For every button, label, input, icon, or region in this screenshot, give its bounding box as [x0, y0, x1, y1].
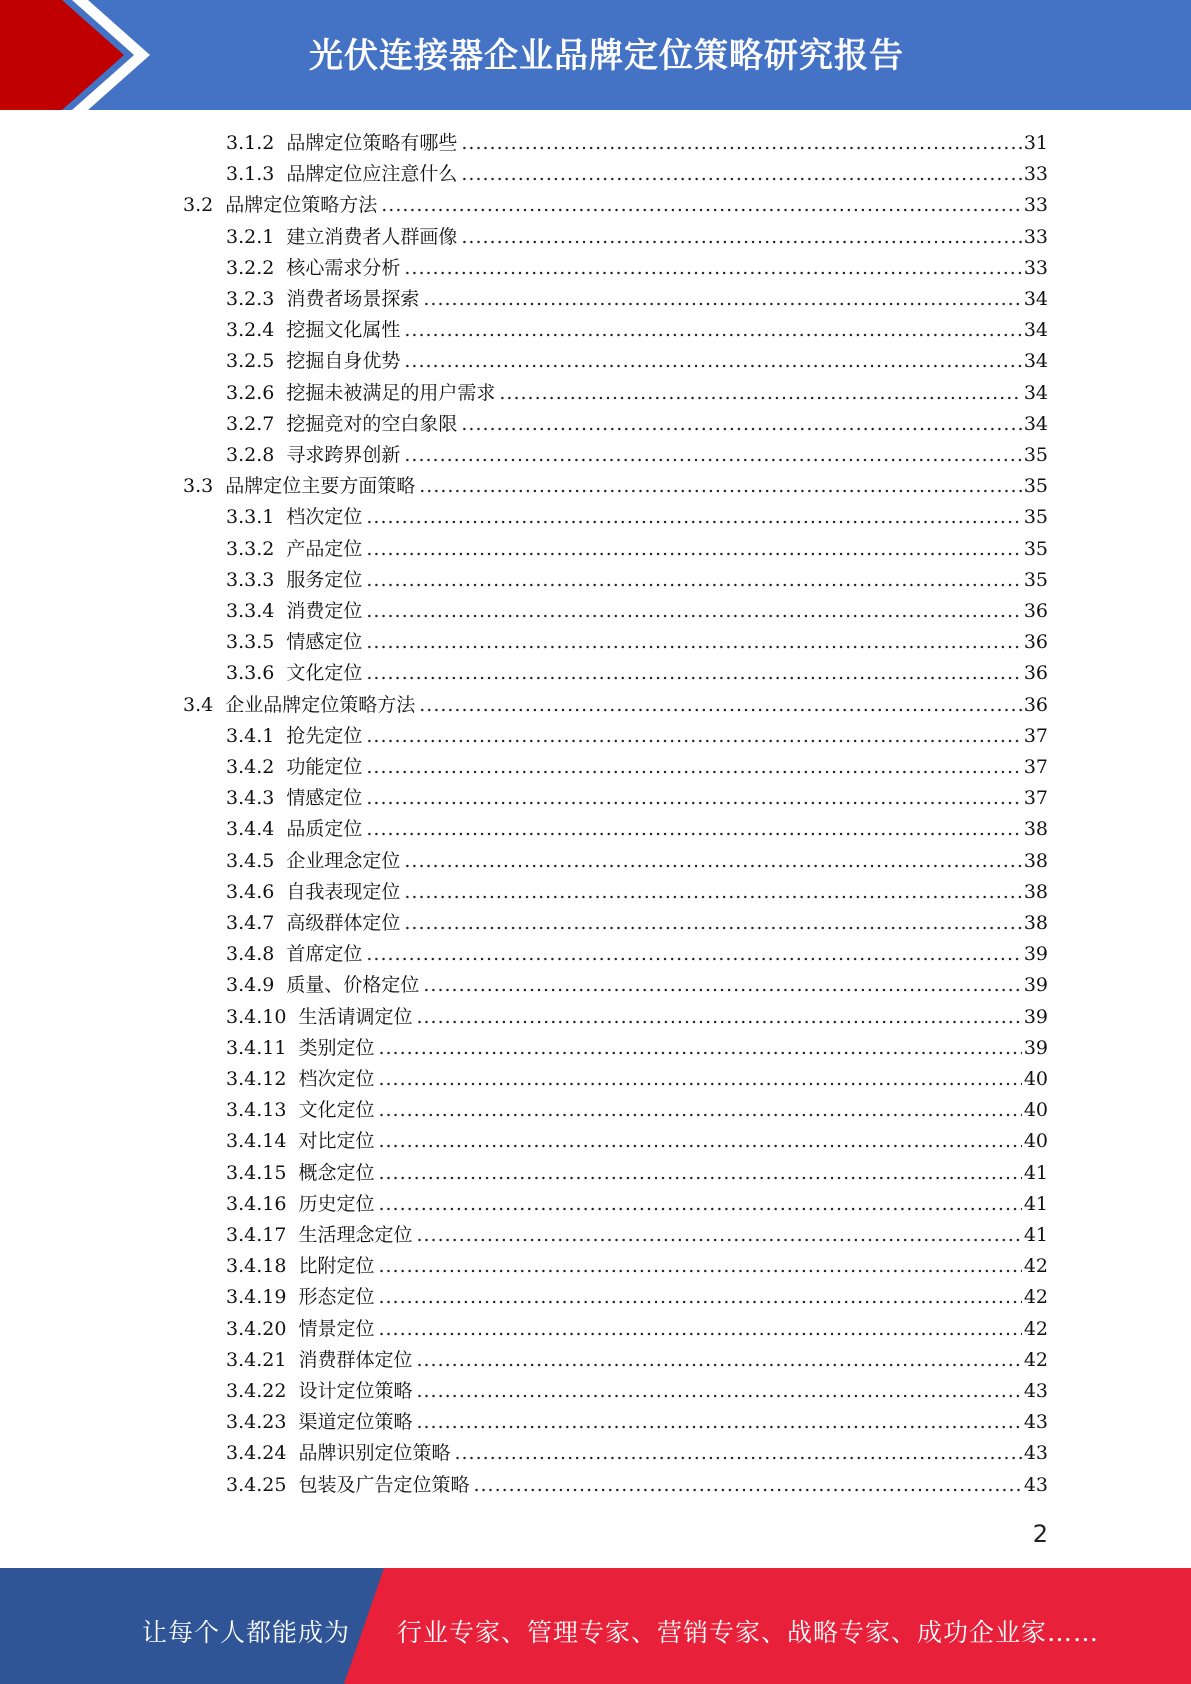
toc-entry-label: 文化定位: [298, 1099, 375, 1122]
toc-entry-label: 挖掘未被满足的用户需求: [286, 381, 496, 404]
toc-entry-number: 3.4.15: [226, 1161, 287, 1184]
toc-entry-page: 33: [1023, 225, 1048, 248]
toc-entry-label: 包装及广告定位策略: [298, 1473, 470, 1496]
toc-entry[interactable]: [226, 440, 1048, 471]
toc-entry[interactable]: [226, 315, 1048, 346]
toc-entry-number: 3.4.9: [226, 974, 275, 997]
toc-entry-label: 品牌识别定位策略: [298, 1442, 451, 1465]
toc-entry-number: 3.4: [183, 693, 214, 716]
toc-entry-page: 36: [1023, 631, 1048, 654]
toc-entry-number: 3.4.20: [226, 1317, 287, 1340]
toc-dot-leader: [378, 1251, 1021, 1282]
toc-dot-leader: [378, 1314, 1021, 1345]
toc-entry[interactable]: [183, 190, 1048, 221]
toc-dot-leader: [404, 253, 1021, 284]
toc-dot-leader: [419, 471, 1022, 502]
toc-entry[interactable]: [226, 814, 1048, 845]
toc-entry[interactable]: [226, 409, 1048, 440]
toc-entry-page: 42: [1023, 1255, 1048, 1278]
toc-dot-leader: [381, 190, 1022, 221]
toc-entry-page: 34: [1023, 381, 1048, 404]
toc-entry-label: 历史定位: [298, 1192, 375, 1215]
page-number: 2: [1032, 1520, 1048, 1548]
toc-entry-label: 高级群体定位: [286, 912, 401, 934]
toc-entry-page: 41: [1023, 1224, 1048, 1246]
toc-dot-leader: [378, 1158, 1021, 1189]
toc-entry[interactable]: [226, 534, 1048, 565]
toc-entry-number: 3.3.4: [226, 600, 275, 622]
toc-entry-label: 消费群体定位: [298, 1348, 413, 1371]
toc-dot-leader: [404, 315, 1021, 346]
toc-entry-label: 品牌定位主要方面策略: [225, 475, 416, 498]
toc-entry-page: 39: [1023, 974, 1048, 997]
toc-entry[interactable]: [226, 627, 1048, 658]
toc-entry-number: 3.4.24: [226, 1442, 287, 1465]
toc-entry-page: 39: [1023, 1036, 1048, 1059]
toc-entry-page: 43: [1023, 1473, 1048, 1496]
toc-entry[interactable]: [226, 1470, 1048, 1501]
toc-entry-page: 38: [1023, 880, 1048, 903]
toc-entry-label: 类别定位: [298, 1036, 375, 1059]
toc-entry[interactable]: [226, 222, 1048, 253]
toc-entry-label: 生活理念定位: [298, 1224, 413, 1246]
toc-entry-label: 情景定位: [298, 1317, 375, 1340]
toc-entry-label: 档次定位: [298, 1068, 375, 1090]
toc-dot-leader: [378, 1033, 1021, 1064]
toc-entry-number: 3.4.12: [226, 1068, 287, 1090]
toc-entry-label: 品牌定位应注意什么: [286, 163, 458, 186]
toc-entry[interactable]: [226, 1064, 1048, 1095]
toc-entry-number: 3.4.13: [226, 1099, 287, 1122]
toc-entry[interactable]: [226, 284, 1048, 315]
document-title: 光伏连接器企业品牌定位策略研究报告: [309, 36, 904, 76]
toc-entry-label: 挖掘文化属性: [286, 319, 401, 342]
toc-entry[interactable]: [226, 1158, 1048, 1189]
toc-entry-page: 35: [1023, 568, 1048, 591]
toc-entry-page: 42: [1023, 1286, 1048, 1309]
toc-dot-leader: [404, 908, 1021, 939]
toc-entry[interactable]: [226, 970, 1048, 1001]
toc-entry-number: 3.2: [183, 194, 214, 217]
toc-dot-leader: [366, 752, 1021, 783]
toc-entry[interactable]: [226, 1407, 1048, 1438]
toc-dot-leader: [461, 222, 1021, 253]
toc-dot-leader: [461, 159, 1021, 190]
toc-dot-leader: [366, 939, 1021, 970]
toc-dot-leader: [378, 1064, 1021, 1095]
toc-entry-label: 情感定位: [286, 787, 363, 810]
toc-entry[interactable]: [226, 1282, 1048, 1313]
toc-entry-label: 服务定位: [286, 568, 363, 591]
toc-dot-leader: [378, 1126, 1021, 1157]
toc-entry-number: 3.4.25: [226, 1473, 287, 1496]
toc-entry-label: 挖掘竞对的空白象限: [286, 412, 458, 435]
toc-entry-page: 37: [1023, 787, 1048, 810]
toc-entry-page: 34: [1023, 319, 1048, 342]
toc-dot-leader: [366, 658, 1021, 689]
toc-entry-page: 43: [1023, 1380, 1048, 1402]
toc-entry-page: 34: [1023, 412, 1048, 435]
toc-entry[interactable]: [226, 846, 1048, 877]
toc-entry[interactable]: [226, 1376, 1048, 1407]
toc-entry-label: 品质定位: [286, 818, 363, 841]
toc-entry[interactable]: [226, 1438, 1048, 1469]
toc-entry-page: 37: [1023, 724, 1048, 747]
toc-entry-page: 41: [1023, 1161, 1048, 1184]
toc-entry-page: 38: [1023, 849, 1048, 872]
toc-entry-label: 产品定位: [286, 537, 363, 560]
toc-entry[interactable]: [226, 877, 1048, 908]
toc-entry-number: 3.4.18: [226, 1255, 287, 1278]
toc-dot-leader: [366, 534, 1021, 565]
toc-entry-number: 3.3.2: [226, 537, 275, 560]
toc-entry-number: 3.3.6: [226, 662, 275, 685]
toc-entry-number: 3.4.21: [226, 1348, 287, 1371]
toc-entry-page: 39: [1023, 943, 1048, 966]
toc-entry[interactable]: [226, 1220, 1048, 1251]
toc-dot-leader: [423, 970, 1021, 1001]
toc-entry-label: 对比定位: [298, 1130, 375, 1153]
toc-entry[interactable]: [226, 1345, 1048, 1376]
toc-entry-number: 3.1.2: [226, 132, 275, 154]
toc-entry-number: 3.3: [183, 475, 214, 498]
toc-entry-label: 档次定位: [286, 506, 363, 529]
toc-entry[interactable]: [183, 690, 1048, 721]
toc-entry-label: 企业品牌定位策略方法: [225, 693, 416, 716]
toc-entry[interactable]: [226, 1033, 1048, 1064]
toc-entry-number: 3.4.16: [226, 1192, 287, 1215]
toc-dot-leader: [366, 814, 1021, 845]
toc-entry-page: 33: [1023, 163, 1048, 186]
toc-dot-leader: [404, 877, 1021, 908]
toc-entry-number: 3.4.11: [226, 1036, 287, 1059]
toc-entry-page: 43: [1023, 1442, 1048, 1465]
toc-dot-leader: [378, 1095, 1021, 1126]
toc-entry[interactable]: [226, 721, 1048, 752]
toc-entry[interactable]: [226, 502, 1048, 533]
toc-entry-number: 3.4.5: [226, 849, 275, 872]
toc-entry-number: 3.4.4: [226, 818, 275, 841]
toc-entry-page: 40: [1023, 1068, 1048, 1090]
toc-entry-number: 3.4.6: [226, 880, 275, 903]
toc-entry-label: 情感定位: [286, 631, 363, 654]
toc-entry-page: 40: [1023, 1099, 1048, 1122]
toc-entry-label: 功能定位: [286, 756, 363, 778]
toc-dot-leader: [366, 721, 1021, 752]
toc-entry-page: 31: [1023, 132, 1048, 154]
toc-entry-label: 消费者场景探索: [286, 288, 420, 310]
toc-dot-leader: [499, 378, 1021, 409]
toc-entry-label: 比附定位: [298, 1255, 375, 1278]
toc-entry-label: 抢先定位: [286, 724, 363, 747]
toc-entry-label: 消费定位: [286, 600, 363, 622]
toc-entry[interactable]: [226, 1251, 1048, 1282]
toc-entry-page: 36: [1023, 662, 1048, 685]
toc-dot-leader: [473, 1470, 1021, 1501]
toc-entry-number: 3.2.6: [226, 381, 275, 404]
toc-dot-leader: [416, 1407, 1021, 1438]
toc-entry-page: 36: [1023, 693, 1048, 716]
toc-entry-page: 43: [1023, 1411, 1048, 1434]
toc-entry[interactable]: [226, 1189, 1048, 1220]
toc-entry[interactable]: [226, 1095, 1048, 1126]
toc-entry-page: 42: [1023, 1317, 1048, 1340]
toc-entry-page: 40: [1023, 1130, 1048, 1153]
toc-dot-leader: [419, 690, 1022, 721]
toc-dot-leader: [454, 1438, 1021, 1469]
toc-dot-leader: [404, 846, 1021, 877]
toc-entry[interactable]: [226, 658, 1048, 689]
toc-entry[interactable]: [226, 908, 1048, 939]
toc-dot-leader: [423, 284, 1021, 315]
toc-entry-number: 3.4.2: [226, 756, 275, 778]
toc-dot-leader: [416, 1345, 1021, 1376]
toc-entry-label: 寻求跨界创新: [286, 444, 401, 466]
toc-entry-number: 3.4.7: [226, 912, 275, 934]
toc-entry-label: 形态定位: [298, 1286, 375, 1309]
toc-entry-number: 3.2.2: [226, 256, 275, 279]
toc-entry-label: 企业理念定位: [286, 849, 401, 872]
toc-entry[interactable]: [226, 783, 1048, 814]
toc-entry-number: 3.2.4: [226, 319, 275, 342]
toc-entry-number: 3.4.17: [226, 1224, 287, 1246]
footer-slogan-left: 让每个人都能成为: [142, 1618, 351, 1647]
toc-entry-label: 首席定位: [286, 943, 363, 966]
toc-entry-page: 35: [1023, 537, 1048, 560]
toc-entry-number: 3.3.5: [226, 631, 275, 654]
toc-entry-number: 3.1.3: [226, 163, 275, 186]
toc-entry[interactable]: [226, 1314, 1048, 1345]
toc-entry-label: 概念定位: [298, 1161, 375, 1184]
toc-entry-number: 3.4.19: [226, 1286, 287, 1309]
toc-dot-leader: [461, 409, 1021, 440]
toc-entry-label: 生活请调定位: [298, 1005, 413, 1028]
toc-dot-leader: [416, 1376, 1021, 1407]
toc-entry-page: 35: [1023, 475, 1048, 498]
toc-entry[interactable]: [226, 752, 1048, 783]
toc-entry[interactable]: [226, 565, 1048, 596]
toc-entry-page: 34: [1023, 288, 1048, 310]
toc-entry-number: 3.2.8: [226, 444, 275, 466]
toc-entry-number: 3.4.22: [226, 1380, 287, 1402]
toc-entry[interactable]: [226, 378, 1048, 409]
page-header: [0, 0, 1191, 110]
toc-entry-number: 3.2.3: [226, 288, 275, 310]
toc-dot-leader: [461, 128, 1021, 159]
toc-entry-number: 3.2.1: [226, 225, 275, 248]
toc-entry-number: 3.2.7: [226, 412, 275, 435]
toc-entry-number: 3.2.5: [226, 350, 275, 373]
toc-entry-number: 3.4.1: [226, 724, 275, 747]
toc-entry-page: 33: [1023, 256, 1048, 279]
toc-entry-label: 质量、价格定位: [286, 974, 420, 997]
toc-entry[interactable]: [226, 1126, 1048, 1157]
toc-dot-leader: [416, 1220, 1021, 1251]
toc-entry-page: 39: [1023, 1005, 1048, 1028]
toc-dot-leader: [378, 1282, 1021, 1313]
toc-entry-number: 3.4.3: [226, 787, 275, 810]
toc-entry-label: 自我表现定位: [286, 880, 401, 903]
toc-dot-leader: [404, 346, 1021, 377]
toc-dot-leader: [366, 565, 1021, 596]
toc-entry-label: 品牌定位策略有哪些: [286, 132, 458, 154]
toc-dot-leader: [416, 1002, 1021, 1033]
toc-entry-number: 3.4.10: [226, 1005, 287, 1028]
toc-entry[interactable]: [226, 253, 1048, 284]
toc-entry[interactable]: [226, 1002, 1048, 1033]
toc-dot-leader: [378, 1189, 1021, 1220]
toc-entry[interactable]: [226, 596, 1048, 627]
toc-dot-leader: [404, 440, 1021, 471]
toc-entry-page: 35: [1023, 506, 1048, 529]
toc-entry[interactable]: [226, 939, 1048, 970]
toc-entry[interactable]: [226, 159, 1048, 190]
toc-entry-label: 设计定位策略: [298, 1380, 413, 1402]
toc-entry-page: 41: [1023, 1192, 1048, 1215]
toc-entry-label: 品牌定位策略方法: [225, 194, 378, 217]
footer-slogan-right: 行业专家、管理专家、营销专家、战略专家、成功企业家……: [397, 1618, 1100, 1647]
toc-entry-number: 3.4.23: [226, 1411, 287, 1434]
toc-dot-leader: [366, 627, 1021, 658]
toc-entry-number: 3.3.3: [226, 568, 275, 591]
toc-entry-label: 渠道定位策略: [298, 1411, 413, 1434]
toc-entry[interactable]: [226, 346, 1048, 377]
toc-dot-leader: [366, 596, 1021, 627]
toc-entry-page: 38: [1023, 912, 1048, 934]
toc-entry-page: 38: [1023, 818, 1048, 841]
toc-dot-leader: [366, 783, 1021, 814]
toc-entry-label: 核心需求分析: [286, 256, 401, 279]
toc-entry[interactable]: [226, 128, 1048, 159]
toc-dot-leader: [366, 502, 1021, 533]
toc-entry-number: 3.3.1: [226, 506, 275, 529]
toc-entry[interactable]: [183, 471, 1048, 502]
toc-entry-page: 34: [1023, 350, 1048, 373]
toc-entry-label: 建立消费者人群画像: [286, 225, 458, 248]
toc-entry-number: 3.4.8: [226, 943, 275, 966]
toc-entry-page: 37: [1023, 756, 1048, 778]
toc-entry-page: 35: [1023, 444, 1048, 466]
page-footer: [0, 1568, 1191, 1684]
toc-entry-label: 文化定位: [286, 662, 363, 685]
toc-entry-page: 36: [1023, 600, 1048, 622]
toc-entry-label: 挖掘自身优势: [286, 350, 401, 373]
toc-entry-number: 3.4.14: [226, 1130, 287, 1153]
toc-entry-page: 33: [1023, 194, 1048, 217]
toc-entry-page: 42: [1023, 1348, 1048, 1371]
